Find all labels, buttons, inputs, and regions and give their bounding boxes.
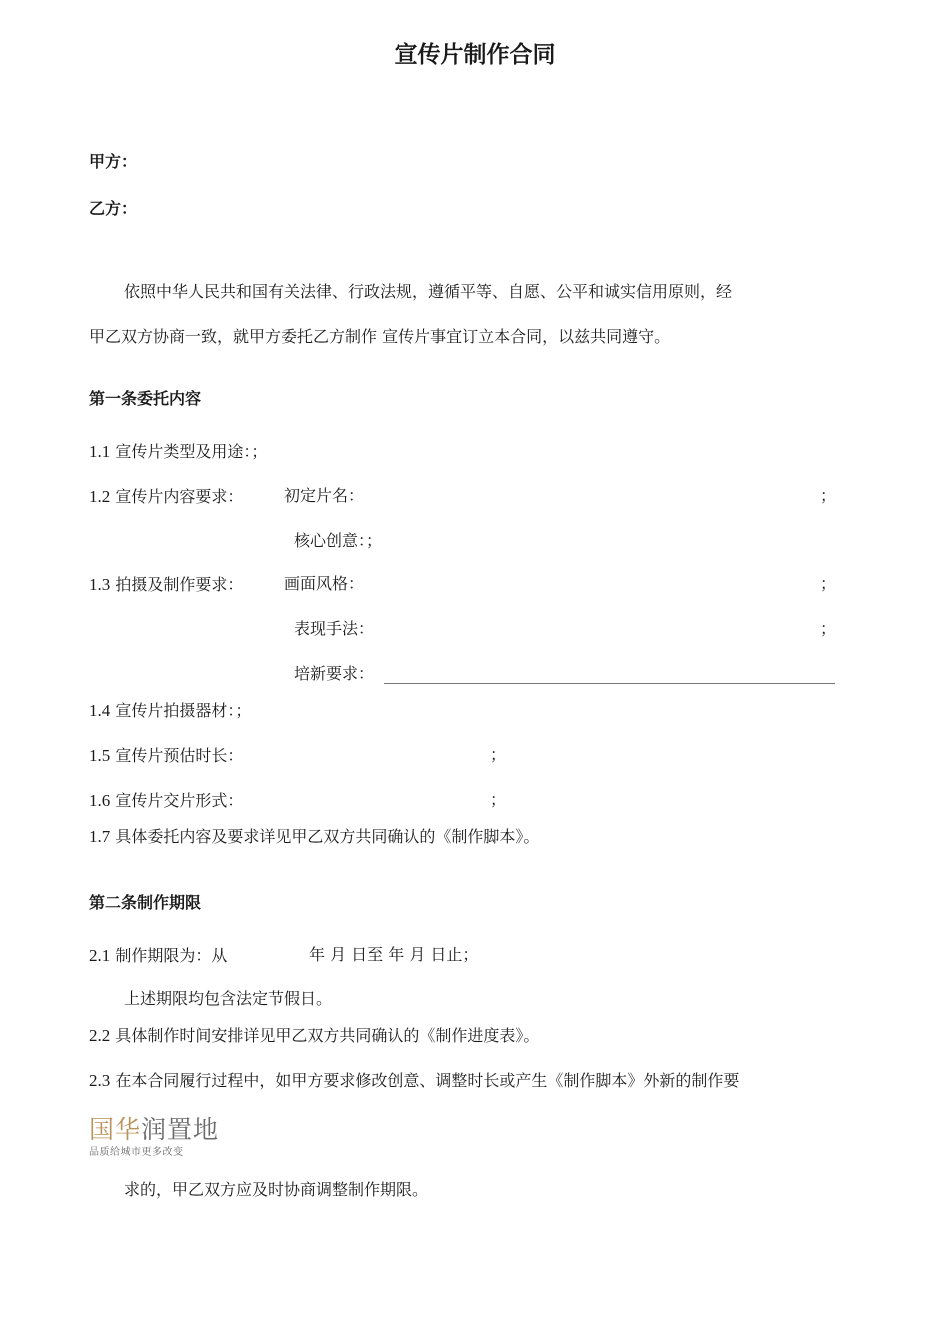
clause-1-3: 1.3 拍摄及制作要求：	[89, 575, 244, 594]
company-logo: 国华润置地	[89, 1115, 220, 1144]
clause-1-3-blank-underline	[384, 683, 835, 684]
clause-2-2: 2.2 具体制作时间安排详见甲乙双方共同确认的《制作进度表》。	[89, 1026, 540, 1045]
clause-1-2: 1.2 宣传片内容要求：	[89, 487, 244, 506]
clause-1-3-style-end: ；	[820, 574, 837, 593]
party-b-label: 乙方：	[89, 199, 138, 218]
clause-1-4: 1.4 宣传片拍摄器材：；	[89, 701, 252, 720]
clause-1-1: 1.1 宣传片类型及用途：；	[89, 442, 268, 461]
clause-1-3-other-label: 培新要求：	[294, 664, 375, 683]
clause-1-3-style-label: 画面风格：	[284, 574, 365, 593]
clause-1-6-end: ；	[490, 790, 507, 809]
clause-1-2-film-name-label: 初定片名：	[284, 486, 365, 505]
clause-1-6: 1.6 宣传片交片形式：	[89, 791, 244, 810]
party-a-label: 甲方：	[89, 152, 138, 171]
preamble-line-2: 甲乙双方协商一致，就甲方委托乙方制作 宣传片事宜订立本合同，以兹共同遵守。	[89, 327, 671, 346]
article-1-heading: 第一条委托内容	[89, 389, 202, 408]
clause-1-2-film-name-end: ；	[820, 486, 837, 505]
company-slogan: 品质给城市更多改变	[89, 1147, 184, 1158]
clause-1-3-technique-label: 表现手法：	[294, 619, 375, 638]
article-2-heading: 第二条制作期限	[89, 893, 202, 912]
clause-1-2-core-idea: 核心创意：；	[294, 531, 383, 550]
preamble-line-1: 依照中华人民共和国有关法律、行政法规，遵循平等、自愿、公平和诚实信用原则，经	[124, 282, 733, 301]
clause-1-3-technique-end: ；	[820, 619, 837, 638]
clause-1-5-end: ；	[490, 745, 507, 764]
clause-2-3-continuation: 求的，甲乙双方应及时协商调整制作期限。	[124, 1180, 429, 1199]
clause-2-1-note: 上述期限均包含法定节假日。	[124, 989, 333, 1008]
clause-2-1: 2.1 制作期限为：从	[89, 946, 228, 965]
document-title: 宣传片制作合同	[394, 42, 556, 68]
clause-2-3: 2.3 在本合同履行过程中，如甲方要求修改创意、调整时长或产生《制作脚本》外新的制作要	[89, 1071, 740, 1090]
clause-1-7: 1.7 具体委托内容及要求详见甲乙双方共同确认的《制作脚本》。	[89, 827, 540, 846]
clause-2-1-date-range: 年 月 日至 年 月 日止；	[309, 945, 479, 964]
clause-1-5: 1.5 宣传片预估时长：	[89, 746, 244, 765]
